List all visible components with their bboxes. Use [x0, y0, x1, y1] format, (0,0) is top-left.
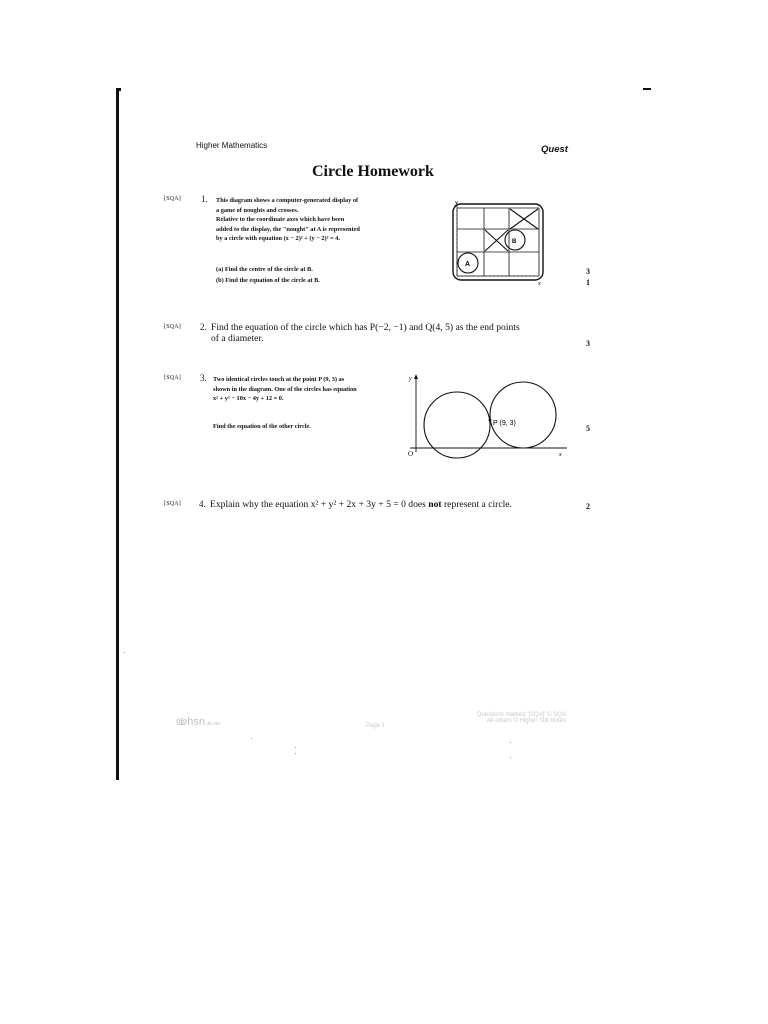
scan-edge-corner: [116, 88, 121, 91]
marks-part-a: 3: [586, 267, 590, 276]
course-name: Higher Mathematics: [196, 141, 268, 150]
question-line: added to the display, the "nought" at A is represented: [216, 225, 360, 233]
question-text: [211, 323, 586, 344]
question-number: 4.: [199, 499, 206, 509]
question-line: shown in the diagram. One of the circles has equation: [213, 385, 357, 393]
axis-y-label: y: [409, 376, 412, 382]
touch-point: [489, 419, 492, 422]
question-line: Find the equation of the circle which has P(−2, −1) and Q(4, 5) as the end points: [211, 322, 520, 333]
question-line: Two identical circles touch at the point P (9, 3) as: [213, 376, 345, 383]
question-tag: [SQA]: [164, 375, 181, 381]
question-tag: [SQA]: [164, 501, 181, 507]
scan-speck: [510, 742, 511, 743]
question-tag: [SQA]: [164, 196, 181, 202]
question-text: [210, 500, 512, 511]
question-part-a: (a) Find the centre of the circle at B.: [216, 266, 313, 273]
label-b: B: [512, 239, 517, 245]
hsn-logo: [176, 716, 220, 728]
brand-name: Quest: [541, 144, 568, 155]
question-line: of a diameter.: [211, 332, 264, 344]
question-tag: [SQA]: [164, 324, 181, 330]
copyright-notice: [446, 712, 566, 724]
question-line: This diagram shows a computer-generated display of: [216, 197, 359, 204]
question-text: [216, 196, 416, 244]
copyright-line: All others © Higher Still Notes: [486, 718, 566, 724]
question-text-emphasis: not: [428, 499, 442, 510]
marks: 2: [586, 502, 590, 511]
question-instruction: Find the equation of the other circle.: [213, 423, 311, 430]
circle-other: [490, 382, 556, 448]
axis-x-label: x: [559, 452, 562, 458]
question-line: by a circle with equation (x − 2)² + (y − 2)² = 4.: [216, 235, 341, 243]
noughts-crosses-diagram: [446, 195, 552, 287]
page-number: Page 1: [366, 723, 386, 729]
axis-y-label: y: [455, 200, 458, 206]
scan-speck: [251, 738, 252, 739]
scan-mark-top-right: [643, 88, 651, 90]
marks: 3: [586, 339, 590, 348]
scan-speck: [124, 652, 125, 653]
marks: 5: [586, 424, 590, 433]
origin-label: O: [408, 450, 414, 458]
label-a: A: [465, 261, 471, 268]
y-axis-arrow: [414, 374, 418, 379]
scan-speck: [295, 753, 296, 754]
scan-speck: [510, 757, 511, 758]
logo-domain: .uk.net: [204, 721, 220, 727]
question-number: 3.: [200, 373, 207, 383]
question-text: [213, 375, 408, 404]
point-p-label: P (9, 3): [493, 420, 516, 427]
question-line: a game of noughts and crosses.: [216, 206, 299, 214]
axis-x-label: x: [538, 281, 541, 287]
question-number: 1.: [201, 194, 208, 204]
question-number: 2.: [200, 322, 207, 332]
question-line: x² + y² − 10x − 4y + 12 = 0.: [213, 395, 284, 403]
question-part-b: (b) Find the equation of the circle at B.: [216, 277, 320, 284]
scan-speck: [295, 747, 296, 748]
touching-circles-diagram: [402, 372, 572, 464]
question-text-end: represent a circle.: [441, 499, 512, 510]
copyright-line: Questions marked '[SQA]' © SQA: [476, 712, 566, 718]
marks-part-b: 1: [586, 278, 590, 287]
scan-edge-left: [116, 88, 119, 780]
question-line: Relative to the coordinate axes which have been: [216, 216, 345, 224]
logo-text: hsn: [187, 716, 205, 728]
logo-swirl-icon: ↂ: [176, 717, 188, 727]
question-text-start: Explain why the equation x² + y² + 2x + 3y + 5 = 0 does: [210, 499, 429, 510]
page-title: Circle Homework: [312, 163, 434, 180]
